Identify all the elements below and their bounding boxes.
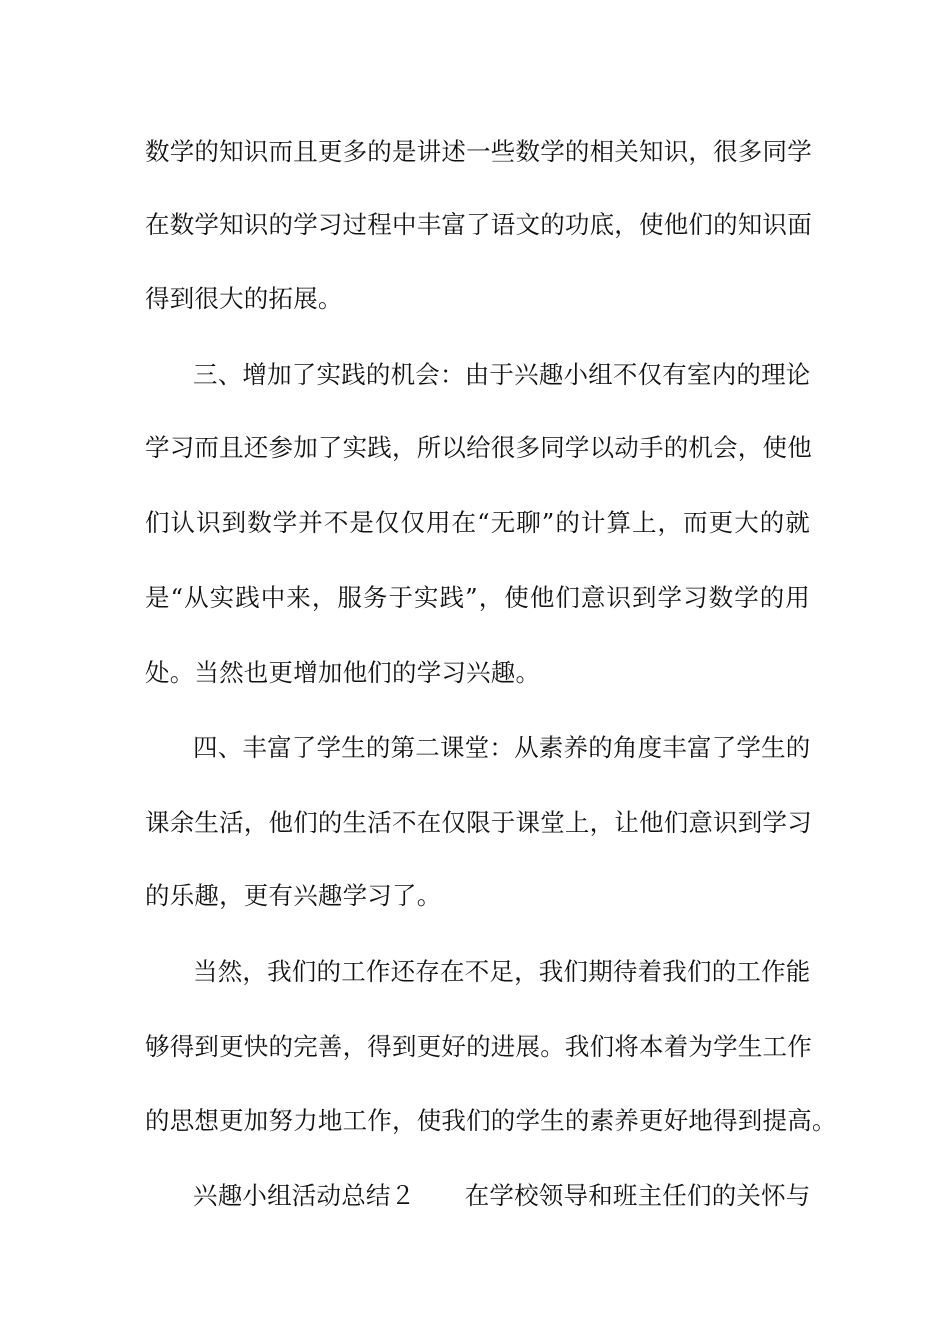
text-line: 处。当然也更增加他们的学习兴趣。 bbox=[145, 658, 541, 687]
text-line: 学习而且还参加了实践，所以给很多同学以动手的机会，使他 bbox=[145, 433, 812, 462]
text-line: 得到很大的拓展。 bbox=[145, 284, 343, 313]
text-line: 课余生活，他们的生活不在仅限于课堂上，让他们意识到学习 bbox=[145, 808, 812, 837]
text-line: 够得到更快的完善，得到更好的进展。我们将本着为学生工作 bbox=[145, 1032, 812, 1061]
paragraph-first-line: 当然，我们的工作还存在不足，我们期待着我们的工作能 bbox=[193, 957, 811, 986]
text-line: 是“从实践中来，服务于实践”，使他们意识到学习数学的用 bbox=[145, 583, 810, 612]
text-line: 数学的知识而且更多的是讲述一些数学的相关知识，很多同学 bbox=[145, 137, 812, 166]
paragraph-heading-line: 四、丰富了学生的第二课堂：从素养的角度丰富了学生的 bbox=[193, 733, 811, 762]
paragraph-heading-line: 三、增加了实践的机会：由于兴趣小组不仅有室内的理论 bbox=[193, 360, 811, 389]
text-line: 的思想更加努力地工作，使我们的学生的素养更好地得到提高。 bbox=[145, 1106, 837, 1135]
section-title-line: 兴趣小组活动总结２ 在学校领导和班主任们的关怀与 bbox=[193, 1181, 811, 1210]
text-line: 在数学知识的学习过程中丰富了语文的功底，使他们的知识面 bbox=[145, 210, 812, 239]
text-line: 们认识到数学并不是仅仅用在“无聊”的计算上，而更大的就 bbox=[145, 508, 810, 537]
text-line: 的乐趣，更有兴趣学习了。 bbox=[145, 881, 442, 910]
